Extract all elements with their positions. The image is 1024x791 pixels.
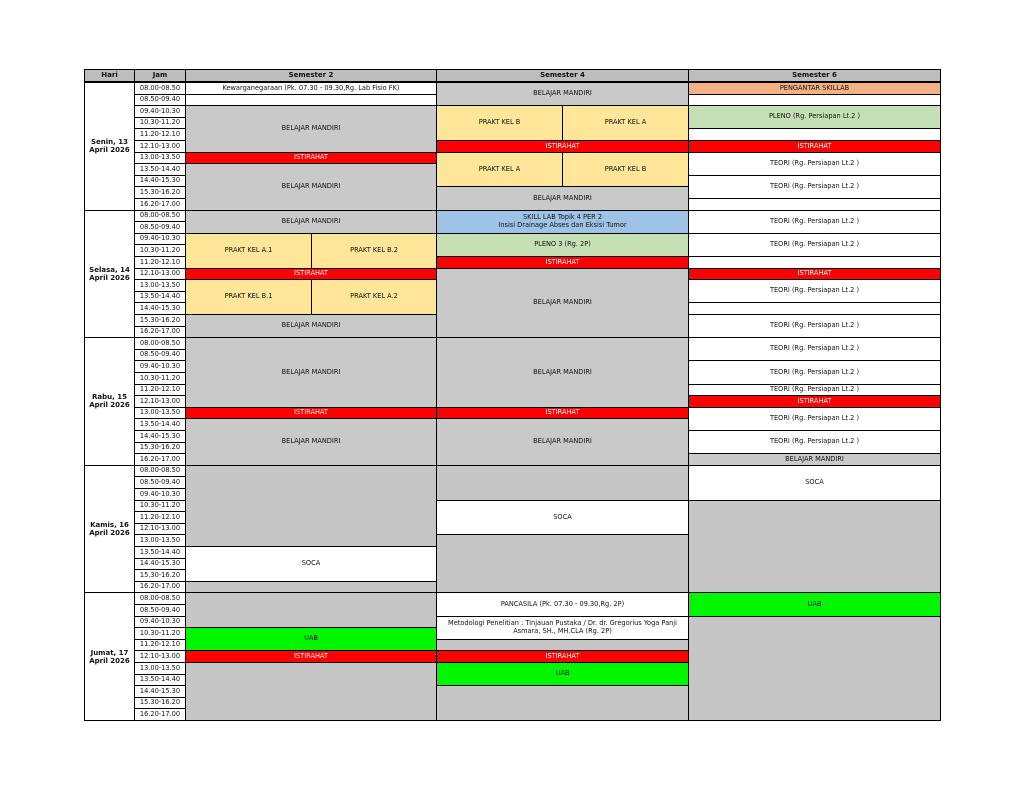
time-slot: 16.20-17.00 — [134, 581, 186, 594]
time-slot: 11.20-12.10 — [134, 256, 186, 269]
schedule-event: TEORI (Rg. Persiapan Lt.2 ) — [688, 210, 941, 234]
empty-cell — [436, 534, 689, 593]
day-label: Jumat, 17 April 2026 — [84, 592, 135, 721]
time-slot: 12.10-13.00 — [134, 650, 186, 663]
time-slot: 10.30-11.20 — [134, 500, 186, 513]
time-slot: 15.30-16.20 — [134, 442, 186, 455]
time-slot: 16.20-17.00 — [134, 198, 186, 211]
day-label: Kamis, 16 April 2026 — [84, 465, 135, 594]
schedule-event: BELAJAR MANDIRI — [185, 314, 437, 338]
schedule-event: TEORI (Rg. Persiapan Lt.2 ) — [688, 337, 941, 361]
schedule-event: UAB — [185, 627, 437, 651]
time-slot: 13.00-13.50 — [134, 279, 186, 292]
schedule-event: PRAKT KEL B — [436, 105, 563, 141]
break-cell: ISTIRAHAT — [688, 268, 941, 281]
time-slot: 13.50-14.40 — [134, 546, 186, 559]
time-slot: 10.30-11.20 — [134, 372, 186, 385]
schedule-event: SOCA — [436, 500, 689, 536]
schedule-event: BELAJAR MANDIRI — [436, 337, 689, 408]
break-cell: ISTIRAHAT — [688, 140, 941, 153]
break-cell: ISTIRAHAT — [436, 256, 689, 269]
header-hari: Hari — [84, 69, 135, 82]
schedule-event: BELAJAR MANDIRI — [185, 418, 437, 465]
time-slot: 11.20-12.10 — [134, 639, 186, 652]
schedule-event: SKILL LAB Topik 4 PER 2 Insisi Drainage Abses dan Eksisi Tumor — [436, 210, 689, 234]
schedule-event: PRAKT KEL B.2 — [311, 233, 437, 269]
time-slot: 16.20-17.00 — [134, 453, 186, 466]
schedule-event: PANCASILA (Pk. 07.30 - 09.30,Rg. 2P) — [436, 592, 689, 616]
break-cell: ISTIRAHAT — [688, 395, 941, 408]
schedule-event: PRAKT KEL A.2 — [311, 279, 437, 315]
time-slot: 08.00-08.50 — [134, 592, 186, 605]
day-label: Rabu, 15 April 2026 — [84, 337, 135, 466]
time-slot: 11.20-12.10 — [134, 511, 186, 524]
time-slot: 14.40-15.30 — [134, 175, 186, 188]
schedule-event: BELAJAR MANDIRI — [436, 418, 689, 465]
schedule-event: BELAJAR MANDIRI — [185, 337, 437, 408]
header-semester-6: Semester 6 — [688, 69, 941, 82]
time-slot: 12.10-13.00 — [134, 395, 186, 408]
time-slot: 08.50-09.40 — [134, 604, 186, 617]
empty-cell — [185, 465, 437, 547]
time-slot: 10.30-11.20 — [134, 244, 186, 257]
time-slot: 10.30-11.20 — [134, 627, 186, 640]
time-slot: 15.30-16.20 — [134, 569, 186, 582]
time-slot: 13.00-13.50 — [134, 662, 186, 675]
empty-cell — [185, 662, 437, 721]
time-slot: 13.00-13.50 — [134, 534, 186, 547]
break-cell: ISTIRAHAT — [185, 407, 437, 420]
time-slot: 12.10-13.00 — [134, 268, 186, 281]
time-slot: 08.00-08.50 — [134, 210, 186, 223]
break-cell: ISTIRAHAT — [185, 268, 437, 281]
schedule-event: UAB — [688, 592, 941, 616]
time-slot: 14.40-15.30 — [134, 302, 186, 315]
schedule-event: BELAJAR MANDIRI — [185, 210, 437, 234]
time-slot: 13.50-14.40 — [134, 674, 186, 687]
schedule-event: TEORI (Rg. Persiapan Lt.2 ) — [688, 175, 941, 199]
schedule-event: PRAKT KEL B — [562, 152, 689, 188]
time-slot: 08.00-08.50 — [134, 82, 186, 95]
time-slot: 13.50-14.40 — [134, 418, 186, 431]
day-label: Senin, 13 April 2026 — [84, 82, 135, 211]
time-slot: 08.00-08.50 — [134, 337, 186, 350]
time-slot: 08.50-09.40 — [134, 221, 186, 234]
time-slot: 13.50-14.40 — [134, 163, 186, 176]
empty-cell — [436, 465, 689, 501]
schedule-event: PRAKT KEL A — [562, 105, 689, 141]
time-slot: 09.40-10.30 — [134, 488, 186, 501]
schedule-event: BELAJAR MANDIRI — [185, 105, 437, 152]
break-cell: ISTIRAHAT — [436, 650, 689, 663]
schedule-event: BELAJAR MANDIRI — [436, 186, 689, 210]
header-jam: Jam — [134, 69, 186, 82]
schedule-event: TEORI (Rg. Persiapan Lt.2 ) — [688, 430, 941, 454]
schedule-event: TEORI (Rg. Persiapan Lt.2 ) — [688, 407, 941, 431]
time-slot: 12.10-13.00 — [134, 140, 186, 153]
schedule-event: PLENO 3 (Rg. 2P) — [436, 233, 689, 257]
schedule-event: Metodologi Penelitian : Tinjauan Pustaka / Dr. dr. Gregorius Yoga Panji Asmara, SH., MH.CLA (Rg. 2P) — [436, 616, 689, 640]
header-semester-4: Semester 4 — [436, 69, 689, 82]
break-cell: ISTIRAHAT — [185, 152, 437, 165]
time-slot: 16.20-17.00 — [134, 326, 186, 339]
break-cell: ISTIRAHAT — [436, 140, 689, 153]
schedule-event: TEORI (Rg. Persiapan Lt.2 ) — [688, 314, 941, 338]
break-cell: ISTIRAHAT — [185, 650, 437, 663]
time-slot: 11.20-12.10 — [134, 384, 186, 397]
schedule-event: TEORI (Rg. Persiapan Lt.2 ) — [688, 233, 941, 257]
empty-cell — [688, 616, 941, 721]
time-slot: 09.40-10.30 — [134, 233, 186, 246]
time-slot: 14.40-15.30 — [134, 430, 186, 443]
time-slot: 15.30-16.20 — [134, 186, 186, 199]
schedule-event: PENGANTAR SKILLAB — [688, 82, 941, 95]
day-label: Selasa, 14 April 2026 — [84, 210, 135, 339]
time-slot: 13.50-14.40 — [134, 291, 186, 304]
schedule-event: TEORI (Rg. Persiapan Lt.2 ) — [688, 384, 941, 397]
schedule-event: TEORI (Rg. Persiapan Lt.2 ) — [688, 360, 941, 384]
time-slot: 08.50-09.40 — [134, 349, 186, 362]
time-slot: 09.40-10.30 — [134, 360, 186, 373]
schedule-event: BELAJAR MANDIRI — [688, 453, 941, 466]
time-slot: 10.30-11.20 — [134, 117, 186, 130]
time-slot: 15.30-16.20 — [134, 697, 186, 710]
time-slot: 08.50-09.40 — [134, 476, 186, 489]
break-cell: ISTIRAHAT — [436, 407, 689, 420]
schedule-event: PRAKT KEL A — [436, 152, 563, 188]
schedule-event: SOCA — [688, 465, 941, 501]
schedule-event: TEORI (Rg. Persiapan Lt.2 ) — [688, 279, 941, 303]
schedule-event: BELAJAR MANDIRI — [185, 163, 437, 210]
time-slot: 13.00-13.50 — [134, 407, 186, 420]
schedule-event: Kewarganegaraan (Pk. 07.30 - 09.30,Rg. Lab Fisio FK) — [185, 82, 437, 95]
schedule-event: TEORI (Rg. Persiapan Lt.2 ) — [688, 152, 941, 176]
schedule-event: PRAKT KEL A.1 — [185, 233, 312, 269]
time-slot: 14.40-15.30 — [134, 685, 186, 698]
empty-cell — [688, 500, 941, 594]
time-slot: 14.40-15.30 — [134, 558, 186, 571]
schedule-event: UAB — [436, 662, 689, 686]
time-slot: 09.40-10.30 — [134, 616, 186, 629]
time-slot: 08.50-09.40 — [134, 94, 186, 107]
schedule-event: PLENO (Rg. Persiapan Lt.2 ) — [688, 105, 941, 129]
time-slot: 16.20-17.00 — [134, 708, 186, 721]
empty-cell — [185, 592, 437, 628]
time-slot: 09.40-10.30 — [134, 105, 186, 118]
time-slot: 08.00-08.50 — [134, 465, 186, 478]
empty-cell — [436, 685, 689, 721]
time-slot: 11.20-12.10 — [134, 128, 186, 141]
schedule-event: PRAKT KEL B.1 — [185, 279, 312, 315]
schedule-event: BELAJAR MANDIRI — [436, 82, 689, 106]
schedule-event: SOCA — [185, 546, 437, 582]
schedule-event: BELAJAR MANDIRI — [436, 268, 689, 339]
time-slot: 12.10-13.00 — [134, 523, 186, 536]
header-semester-2: Semester 2 — [185, 69, 437, 82]
time-slot: 15.30-16.20 — [134, 314, 186, 327]
time-slot: 13.00-13.50 — [134, 152, 186, 165]
